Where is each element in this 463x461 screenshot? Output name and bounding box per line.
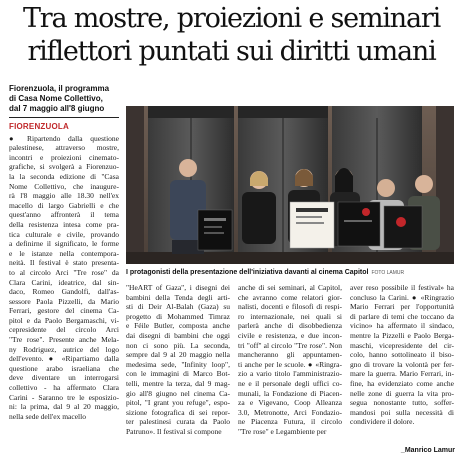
article-line: cepresidente del circolo Arci <box>9 325 119 335</box>
summary-line: dal 7 maggio all'8 giugno <box>9 104 105 113</box>
article-line: che avranno come relatori gior- <box>238 292 342 302</box>
signature-text: Manrico Lamur <box>404 447 455 454</box>
article-line: pitol, "I grant you refuge", espo- <box>126 398 230 408</box>
article-line: mancheranno gli appuntamen- <box>238 350 342 360</box>
article-line: quest'anno affronterà il tema <box>9 210 119 220</box>
article-line: sempre dal 9 al 20 maggio nella <box>126 350 230 360</box>
article-line: Patruno». Il festival si compone <box>126 426 222 436</box>
press-photo-image <box>126 106 454 264</box>
article-line: mare la guerra. Mario Ferrari, in- <box>350 369 454 379</box>
article-line: 3.0, Metronotte, Arci Fondazio- <box>238 407 342 417</box>
article-line: za e Vigevano, Coop Alleanza <box>238 398 342 408</box>
article-line: ti anche per le scuole. ● «Ringra- <box>238 359 342 369</box>
article-line: dai disegni di bambini che oggi <box>126 330 230 340</box>
article-line: "Tre rose" e Legambiente per <box>238 426 327 436</box>
article-column-1 <box>9 122 119 421</box>
article-line: macello di largo Gabrielli e che <box>9 200 119 210</box>
article-line: e le istanze nella contempora- <box>9 248 119 258</box>
signature-dash: _ <box>400 447 405 454</box>
article-line: mandosi poi sulla necessità di <box>350 407 454 417</box>
article-line: nelle zone di guerra la vita pro- <box>350 388 454 398</box>
article-line: concluso la Carini. ● «Ringrazio <box>350 292 454 302</box>
dateline: FIORENZUOLA <box>9 122 69 131</box>
article-column-4 <box>350 283 454 427</box>
article-line: fine, ha evidenziato come anche <box>350 378 454 388</box>
article-line: aver reso possibile il festival» ha <box>350 283 454 292</box>
article-line: a definirne il significato, le forme <box>9 239 119 249</box>
summary-line: Fiorenzuola, il programma <box>9 84 110 93</box>
summary-divider <box>9 117 119 118</box>
byline-signature <box>401 447 455 454</box>
article-line: munali, la Fondazione di Piacen- <box>238 388 342 398</box>
article-line: maschi, vicepresidente del cir- <box>350 340 454 350</box>
headline <box>8 2 455 68</box>
photo-credit: FOTO LAMUR <box>371 270 405 276</box>
article-line: gno di trovare la volontà per fer- <box>350 359 454 369</box>
article-line: anche di sei seminari, al Capitol, <box>238 283 342 292</box>
article-line: con le immagini di Marco Bot- <box>126 369 230 379</box>
article-line: Nome Collettivo, che inaugure- <box>9 181 119 191</box>
article-line: parlerà anche di disobbedienza <box>238 321 342 331</box>
article-line: sti di Deir Al-Balah (Gaza) su <box>126 302 230 312</box>
article-line: ni: la prima, dal 9 al 20 maggio, <box>9 402 119 412</box>
article-line: ny Rodriguez, autrice del logo <box>9 344 119 354</box>
article-line: Carini - Saranno tre le esposizio- <box>9 392 119 402</box>
article-line: ● Ripartendo dalla questione <box>9 133 119 143</box>
article-line: Ferrari, gestore del cinema Ca- <box>9 306 119 316</box>
article-line: telli, mentre la terza, dal 9 mag- <box>126 378 230 388</box>
article-line: daco, Romeo Gandolfi, dall'as- <box>9 287 119 297</box>
article-line: questione arabo israeliana che <box>9 363 119 373</box>
article-line: grafiche, si svolgerà a Fiorenzuo- <box>9 162 119 172</box>
article-line: mentre la Pizzelli e Paolo Berga- <box>350 330 454 340</box>
article-line: sizione fotografica di sei repor- <box>126 407 230 417</box>
article-line: della resistenza intesa come pra- <box>9 219 119 229</box>
article-line: tica culturale e civile, provando <box>9 229 119 239</box>
article-line: non ci sono più. La seconda, <box>126 340 230 350</box>
article-line: gio all'8 giugno nel cinema Ca- <box>126 388 230 398</box>
article-line: bambini della Tenda degli arti- <box>126 292 230 302</box>
photo-caption <box>126 268 456 278</box>
photo-caption-text: I protagonisti della presentazione dell'iniziativa davanti al cinema Capitol <box>126 269 369 276</box>
summary-box <box>9 84 119 114</box>
article-line: civile e resistenza, e due incon- <box>238 330 342 340</box>
article-line: Clara Carini, ideatrice, dal sin- <box>9 277 119 287</box>
article-column-2 <box>126 283 230 437</box>
headline-line-1: Tra mostre, proiezioni e seminari <box>22 3 441 34</box>
summary-line: di Casa Nome Collettivo, <box>9 94 103 103</box>
article-line: la la seconda edizione di "Casa <box>9 171 119 181</box>
press-photo <box>126 106 454 264</box>
article-line: ne Piacenza Futura, il circolo <box>238 417 342 427</box>
article-line: e Féile Butler, composta anche <box>126 321 230 331</box>
article-line: medesima sede, "Infinity loop", <box>126 359 230 369</box>
article-line: incontri e proiezioni cinemato- <box>9 152 119 162</box>
article-line: di parlare di temi che toccano da <box>350 311 454 321</box>
article-line: Mario Ferrari per l'opportunità <box>350 302 454 312</box>
article-line: progetto di Mohammed Timraz <box>126 311 230 321</box>
article-line: neità. Il festival è stato presenta- <box>9 258 119 268</box>
article-line: deve diventare un interrogarsi <box>9 373 119 383</box>
article-line: segua nonostante tutto, soffer- <box>350 398 454 408</box>
article-line: nalisti, docenti e filosofi di respi- <box>238 302 342 312</box>
article-line: pitol e da Paolo Bergamaschi, vi- <box>9 315 119 325</box>
article-line: rà l'8 maggio alle 18.30 nell'ex <box>9 191 119 201</box>
article-line: condividere il dolore. <box>350 417 415 427</box>
article-line: palestinese, attraverso mostre, <box>9 143 119 153</box>
article-line: "HeART of Gaza", i disegni dei <box>126 283 230 292</box>
article-line: zio a vario titolo l'amministrazio- <box>238 369 342 379</box>
headline-line-2: riflettori puntati sui diritti umani <box>27 36 436 67</box>
article-column-3 <box>238 283 342 437</box>
article-line: nella sede dell'ex macello <box>9 411 86 421</box>
article-line: to al circolo Arci "Tre rose" da <box>9 267 119 277</box>
article-line: dell'evento. ● «Ripartiamo dalla <box>9 354 119 364</box>
article-line: tri "off" al circolo "Tre rose". Non <box>238 340 342 350</box>
article-line: vicino» ha affermato il sindaco, <box>350 321 454 331</box>
article-line: colo, hanno sottolineato il biso- <box>350 350 454 360</box>
article-line: ro internazionale, nei quali si <box>238 311 342 321</box>
article-line: ne e il personale degli uffici co- <box>238 378 342 388</box>
article-line: ter palestinesi curata da Paolo <box>126 417 230 427</box>
article-line: sessore Paola Pizzelli, da Mario <box>9 296 119 306</box>
article-line: "Tre rose". Presente anche Mela- <box>9 335 119 345</box>
article-line: collettivo - ha affermato Clara <box>9 383 119 393</box>
